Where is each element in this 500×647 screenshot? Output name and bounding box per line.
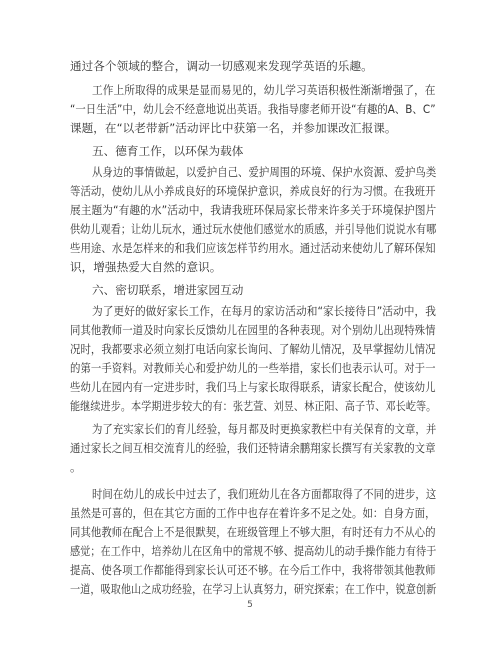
text-line: 些用途、水是怎样来的和我们应该怎样节约用水。通过活动来使幼儿了解环保知	[70, 241, 436, 255]
text-line: 通过家长之间互相交流育儿的经验，我们还特请余鹏翔家长撰写有关家教的文章	[70, 441, 436, 455]
text-line: 识，增强热爱大自然的意识。	[70, 260, 222, 274]
text-line: 。	[70, 460, 82, 474]
text-line: 感觉；在工作中，培养幼儿在区角中的常规不够、提高幼儿的动手操作能力有待于	[70, 544, 437, 558]
text-line: 供幼儿观看；让幼儿玩水，通过玩水使他们感觉水的质感，并引导他们说说水有哪	[70, 222, 437, 236]
text-line: 些幼儿在园内有一定进步时，我们马上与家长取得联系，请家长配合，使该幼儿	[70, 380, 436, 394]
text-line: 提高、使各项工作都能得到家长认可还不够。在今后工作中，我将带领其他教师	[70, 563, 436, 577]
text-line: “一日生活”中，幼儿会不经意地说出英语。我指导廖老师开设“有趣的A、B、C”	[70, 102, 436, 116]
section-heading: 五、德育工作，以环保为载体	[92, 144, 244, 158]
text-line: 展主题为“有趣的水”活动中，我请我班环保局家长带来许多关于环境保护图片	[70, 203, 437, 217]
page-number: 5	[247, 600, 253, 610]
text-line: 况时，我都要求必须立刻打电话向家长询问、了解幼儿情况，及早掌握幼儿情况	[70, 342, 436, 356]
text-line: 一道，吸取他山之成功经验，在学习上认真努力，研究探索；在工作中，锐意创新	[70, 582, 437, 596]
text-line: 为了更好的做好家长工作，在每月的家访活动和“家长接待日”活动中，我	[92, 304, 436, 318]
section-heading: 六、密切联系，增进家园互动	[92, 283, 244, 297]
text-line: 同其他教师在配合上不是很默契，在班级管理上不够大胆，有时还有力不从心的	[70, 525, 436, 539]
text-line: 等活动，使幼儿从小养成良好的环境保护意识，养成良好的行为习惯。在我班开	[70, 184, 436, 198]
text-line: 能继续进步。本学期进步较大的有：张艺萱、刘昱、林正阳、高子节、邓长屹等。	[70, 399, 437, 413]
text-line: 从身边的事情做起，以爱护自己、爱护周围的环境、保护水资源、爱护鸟类	[92, 165, 437, 179]
text-line: 虽然是可喜的，但在其它方面的工作中也存在着许多不足之处。如：自身方面，	[70, 506, 436, 520]
text-line: 同其他教师一道及时向家长反馈幼儿在园里的各种表现。对个别幼儿出现特殊情	[70, 323, 436, 337]
text-line: 通过各个领域的整合，调动一切感观来发现学英语的乐趣。	[70, 59, 373, 73]
text-line: 工作上所取得的成果是显而易见的，幼儿学习英语积极性渐渐增强了，在	[92, 83, 436, 97]
text-line: 为了充实家长们的育儿经验，每月都及时更换家教栏中有关保育的文章，并	[92, 422, 437, 436]
text-line: 课题，在“以老带新”活动评比中获第一名，并参加课改汇报课。	[70, 121, 397, 135]
text-line: 的第一手资料。对教师关心和爱护幼儿的一些举措，家长们也表示认可。对于一	[70, 361, 436, 375]
text-line: 时间在幼儿的成长中过去了，我们班幼儿在各方面都取得了不同的进步，这	[92, 487, 437, 501]
